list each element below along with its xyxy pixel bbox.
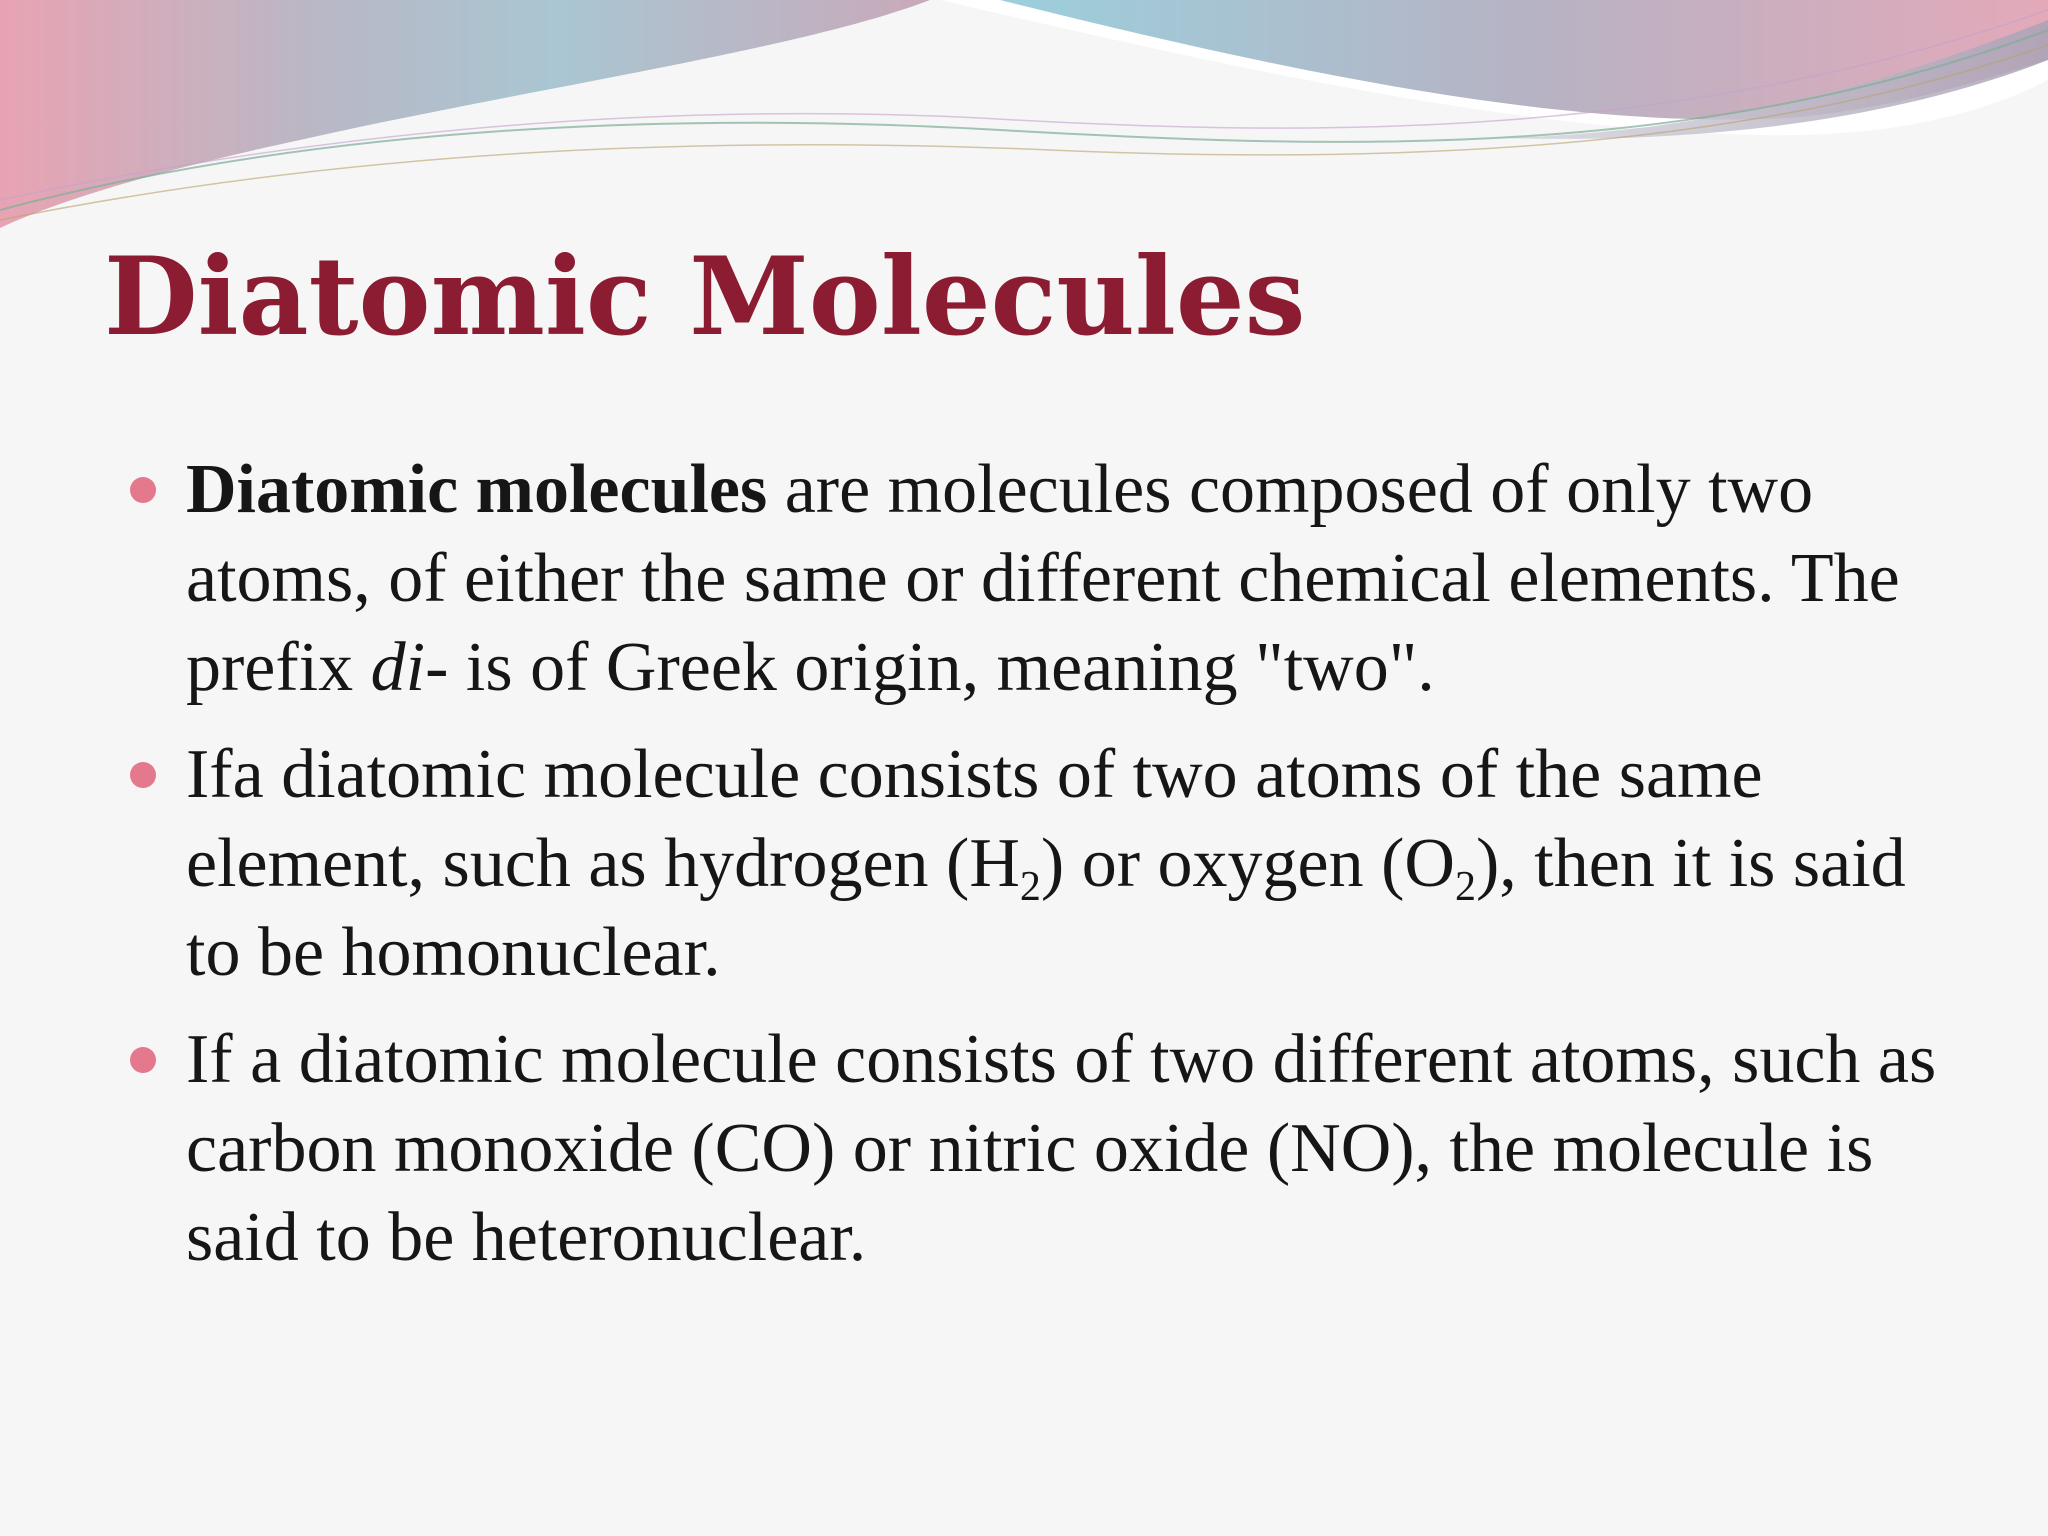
bullet-text: If a diatomic molecule consists of two different atoms, such as carbon monoxide (CO) or nitric oxide (NO), the molecule is said to be heteronuclear.	[186, 1021, 1937, 1276]
bullet-text: are molecules composed of only two atoms, of either the same or different chemical elements. The prefix	[186, 451, 1900, 706]
bullet-text: Ifa diatomic molecule consists of two atoms of the same element, such as hydrogen (H	[186, 736, 1763, 902]
bullet-item-definition	[130, 445, 1940, 712]
bullet-list	[130, 445, 1940, 1300]
slide-title: Diatomic Molecules	[104, 234, 1306, 360]
bullet-item-heteronuclear	[130, 1015, 1940, 1282]
bullet-item-homonuclear	[130, 730, 1940, 997]
bullet-text: is of Greek origin, meaning "two".	[448, 629, 1435, 706]
bullet-text: ) or oxygen (O	[1040, 825, 1455, 902]
bullet-text: ), then it is said to be homonuclear.	[186, 825, 1906, 991]
bullet-dot-icon	[130, 477, 156, 503]
subscript: 2	[1454, 864, 1476, 910]
prefix-term: di-	[370, 629, 449, 706]
subscript: 2	[1019, 864, 1041, 910]
key-term: Diatomic molecules	[186, 451, 768, 528]
bullet-dot-icon	[130, 762, 156, 788]
header-wave-decoration	[0, 0, 2048, 260]
bullet-dot-icon	[130, 1047, 156, 1073]
